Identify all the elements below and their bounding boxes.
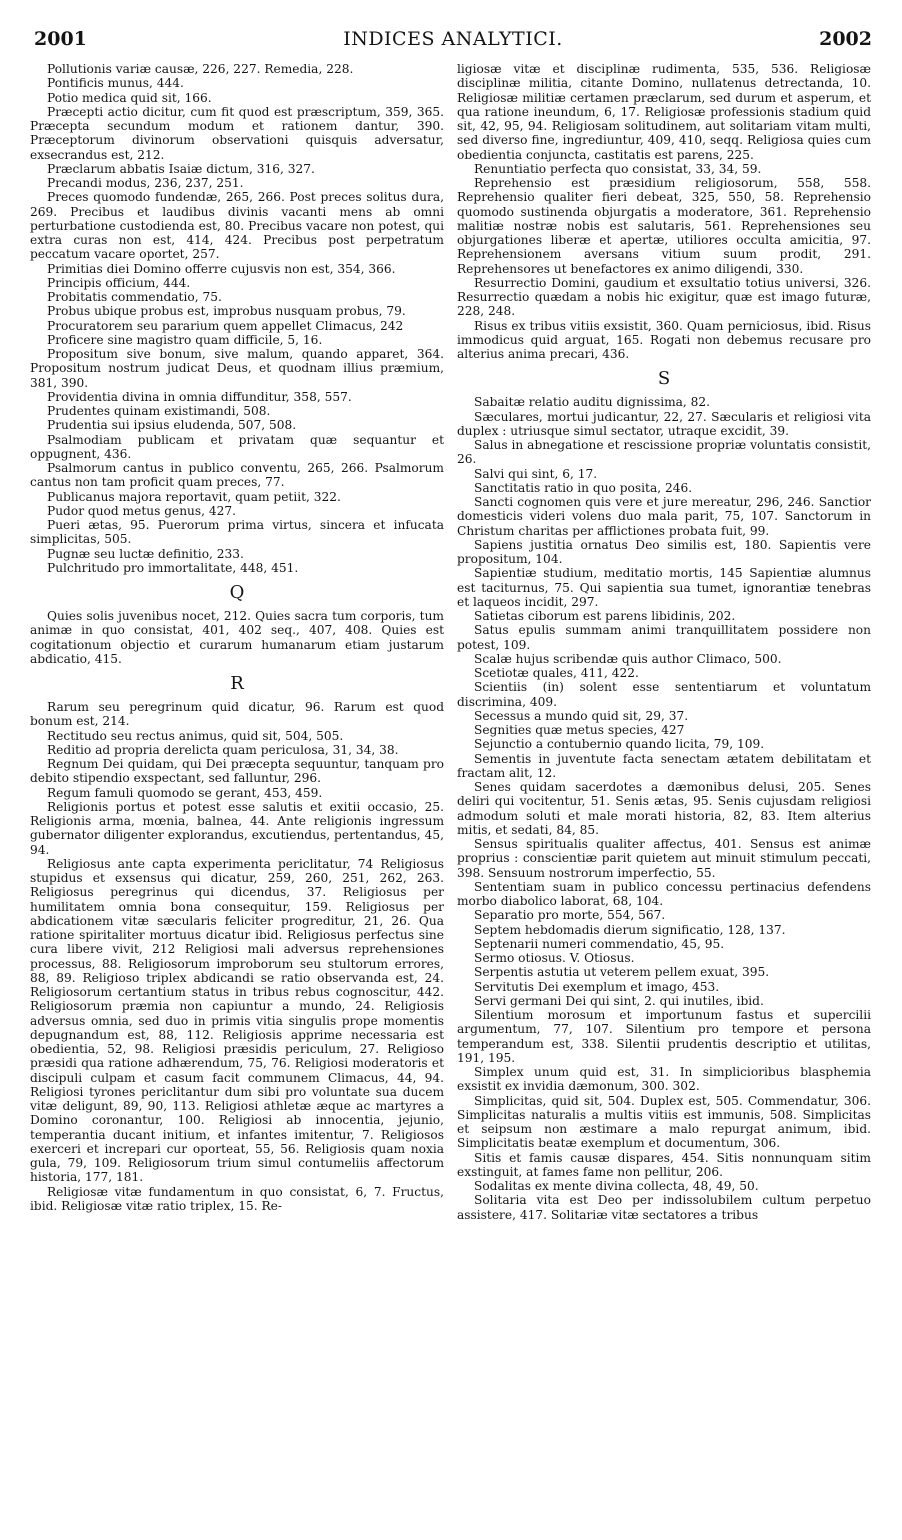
index-entry: Sermo otiosus. V. Otiosus. xyxy=(474,951,635,965)
index-entry: Sententiam suam in publico concessu pertinacius defendens morbo diabolico laborat, 68, 104. xyxy=(457,879,871,908)
index-entry: Sanctitatis ratio in quo posita, 246. xyxy=(474,480,693,495)
index-entry: Religionis portus et potest esse salutis et exitii occasio, 25. Religionis arma, mœnia, balnea, 44. Ante religionis ingressum gubernator diligenter explorandus, excutiendus, pertentandus, 45, 94. xyxy=(30,799,444,857)
index-entry: Prudentia sui ipsius eludenda, 507, 508. xyxy=(47,418,297,433)
index-entry: Sapiens justitia ornatus Deo similis est, 180. Sapientis vere propositum, 104. xyxy=(457,537,871,566)
index-entry: Regnum Dei quidam, qui Dei præcepta sequuntur, tanquam pro debito stipendio exspectant, sed falluntur, 296. xyxy=(30,757,444,786)
index-entry: Religiosus ante capta experimenta periclitatur, 74 Religiosus stupidus et exsensus qui dicatur, 259, 260, 251, 262, 263. Religiosus peregrinus qui dicendus, 37. Religiosus per humilitatem omnia bona consequitur, 159. Religiosus per abdicationem vitæ sæcularis feliciter progreditur, 21, 26. Qua ratione spiritaliter mortuus dicatur ibid. Religiosus perfectus sine cura libere vivit, 212 Religiosi mali adversus reprehensiones processus, 88. Religiosorum improborum seu stultorum errores, 88, 89. Religioso triplex abdicandi se ratio observanda est, 24. Religiosorum certantium status in tribus rebus cognoscitur, 442. Religiosorum præmia non capiuntur a mundo, 24. Religiosis adversus omnia, sed duo in primis vitia singulis prope momentis depugnandum est, 88, 112. Religiosis apprime necessaria est obedientia, 52, 98. Religiosi præsidis periculum, 27. Religioso præsidi qua ratione adhærendum, 75, 76. Religiosi moderatoris et discipuli culpam et casum facit communem Climacus, 44, 94. Religiosi tyrones periclitantur dum sibi pro voluntate sua ducem vitæ deligunt, 89, 90, 113. Religiosi athletæ æque ac martyres a Domino coronantur, 100. Religiosi ab innocentia, jejunio, temperantia ducant initium, et infantes imitentur, 7. Religiosos exerceri et increpari cur oporteat, 55, 56. Religiosis quam noxia gula, 79, 109. Religiosorum trium simul contumeliis affectorum historia, 177, 181. xyxy=(30,856,444,1185)
index-entry: Pontificis munus, 444. xyxy=(47,76,184,91)
index-entry: Simplex unum quid est, 31. In simplicioribus blasphemia exsistit ex invidia dæmonum, 300. 302. xyxy=(457,1065,871,1094)
index-entry: Sejunctio a contubernio quando licita, 79, 109. xyxy=(474,737,765,752)
index-entry: Religiosæ vitæ fundamentum in quo consistat, 6, 7. Fructus, ibid. Religiosæ vitæ ratio triplex, 15. Re- xyxy=(30,1184,444,1213)
section-letter: S xyxy=(657,368,671,390)
index-entry: Septem hebdomadis dierum significatio, 128, 137. xyxy=(474,922,786,937)
index-entry: Preces quomodo fundendæ, 265, 266. Post preces solitus dura, 269. Precibus et laudibus divinis vacanti mens ab omni perturbatione custodienda est, 80. Precibus vacare non potest, qui extra curas non est, 414, 424. Precibus post perpetratum peccatum vacare oportet, 257. xyxy=(30,190,444,262)
index-entry: Sitis et famis causæ dispares, 454. Sitis nonnunquam sitim exstinguit, at fames fame non pellitur, 206. xyxy=(457,1150,871,1179)
index-entry: Sapientiæ studium, meditatio mortis, 145 Sapientiæ alumnus est taciturnus, 75. Qui sapientia sua tumet, ignorantiæ tenebras et laqueos incidit, 297. xyxy=(457,566,871,609)
index-entry: Precandi modus, 236, 237, 251. xyxy=(47,176,244,190)
index-entry: Rectitudo seu rectus animus, quid sit, 504, 505. xyxy=(47,728,344,743)
index-entry: Propositum sive bonum, sive malum, quando apparet, 364. Propositum nostrum judicat Deus, et quodnam illius præmium, 381, 390. xyxy=(30,347,444,390)
index-entry: Prudentes quinam existimandi, 508. xyxy=(47,404,271,418)
index-entry: Scalæ hujus scribendæ quis author Climaco, 500. xyxy=(474,651,782,666)
index-entry: Præclarum abbatis Isaiæ dictum, 316, 327. xyxy=(47,161,315,176)
index-entry: Reditio ad propria derelicta quam periculosa, 31, 34, 38. xyxy=(47,742,399,757)
index-entry: Sæculares, mortui judicantur, 22, 27. Sæcularis et religiosi vita duplex : utriusque simul sectator, utraque excidit, 39. xyxy=(457,409,871,438)
index-entry: Pueri ætas, 95. Puerorum prima virtus, sincera et infucata simplicitas, 505. xyxy=(30,518,444,547)
index-entry: Pugnæ seu luctæ definitio, 233. xyxy=(47,546,244,561)
index-entry: Satus epulis summam animi tranquillitatem possidere non potest, 109. xyxy=(457,623,871,652)
index-entry: Risus ex tribus vitiis exsistit, 360. Quam perniciosus, ibid. Risus immodicus quid arguat, 165. Rogati non debemus recusare pro alterius anima precari, 436. xyxy=(457,318,871,361)
index-entry: Resurrectio Domini, gaudium et exsultatio totius universi, 326. Resurrectio quædam a nobis hic exigitur, quæ est imago futuræ, 228, 248. xyxy=(457,275,871,319)
index-entry: Secessus a mundo quid sit, 29, 37. xyxy=(474,708,689,723)
index-entry: Proficere sine magistro quam difficile, 5, 16. xyxy=(47,332,323,347)
index-entry: Separatio pro morte, 554, 567. xyxy=(474,908,666,923)
index-entry: Pulchritudo pro immortalitate, 448, 451. xyxy=(47,560,299,575)
index-entry: Quies solis juvenibus nocet, 212. Quies sacra tum corporis, tum animæ in quo consistat, 401, 402 seq., 407, 408. Quies est cogitationum objectio et curarum humanarum etiam justarum abdicatio, 415. xyxy=(30,609,444,666)
page-number-left: 2001 xyxy=(34,28,87,50)
index-entry: Septenarii numeri commendatio, 45, 95. xyxy=(474,936,725,951)
index-entry: Pollutionis variæ causæ, 226, 227. Remedia, 228. xyxy=(47,62,354,76)
section-letter: R xyxy=(230,673,244,694)
index-entry: ligiosæ vitæ et disciplinæ rudimenta, 535, 536. Religiosæ disciplinæ militia, citante Domino, nullatenus detrectanda, 10. Religiosæ militiæ certamen præclarum, sed durum et asperum, et qua ratione ineundum, 6, 17. Religiosæ professionis stadium quid sit, 42, 95, 94. Religiosam solitudinem, aut solitariam vitam multi, sed diverso fine, ingrediuntur, 409, 410, seqq. Religiosa quies cum obedientia conjuncta, castitatis est parens, 225. xyxy=(457,62,871,162)
index-entry: Principis officium, 444. xyxy=(47,275,191,290)
running-header xyxy=(34,28,872,58)
index-entry: Renuntiatio perfecta quo consistat, 33, 34, 59. xyxy=(474,161,762,176)
index-entry: Præcepti actio dicitur, cum fit quod est præscriptum, 359, 365. Præcepta secundum modum et rationem dantur, 390. Præceptorum divinorum observationi quisquis adversatur, exsecrandus est, 212. xyxy=(30,104,444,162)
index-entry: Reprehensio est præsidium religiosorum, 558, 558. Reprehensio qualiter fieri debeat, 325, 550, 58. Reprehensio quomodo sustinenda objurgatis a moderatore, 361. Reprehensio malitiæ nostræ nobis est salutaris, 561. Reprehensiones seu objurgationes liberæ et apertæ, utiliores occulta amicitia, 97. Reprehensionem aversans vitium suum prodit, 291. Reprehensores ut benefactores ex animo diligendi, 330. xyxy=(457,176,871,276)
index-entry: Sementis in juventute facta senectam ætatem debilitatam et fractam alit, 12. xyxy=(457,751,871,780)
index-entry: Probitatis commendatio, 75. xyxy=(47,290,222,304)
index-entry: Scetiotæ quales, 411, 422. xyxy=(474,666,639,680)
index-entry: Satietas ciborum est parens libidinis, 202. xyxy=(474,609,736,623)
page-number-right: 2002 xyxy=(819,28,872,50)
index-entry: Sabaitæ relatio auditu dignissima, 82. xyxy=(474,395,711,410)
index-entry: Sensus spiritualis qualiter affectus, 401. Sensus est animæ proprius : conscientiæ parit quietem aut minuit stimulum peccati, 398. Sensuum nostrorum imperfectio, 55. xyxy=(457,837,871,880)
index-entry: Silentium morosum et importunum fastus et supercilii argumentum, 77, 107. Silentium pro tempore et persona temperandum est, 338. Silentii prudentis descriptio et utilitas, 191, 195. xyxy=(457,1008,871,1065)
index-entry: Psalmodiam publicam et privatam quæ sequantur et oppugnent, 436. xyxy=(30,432,444,461)
index-entry: Regum famuli quomodo se gerant, 453, 459. xyxy=(47,785,323,800)
index-entry: Sodalitas ex mente divina collecta, 48, 49, 50. xyxy=(474,1179,759,1193)
index-entry: Rarum seu peregrinum quid dicatur, 96. Rarum est quod bonum est, 214. xyxy=(30,700,444,729)
index-entry: Primitias diei Domino offerre cujusvis non est, 354, 366. xyxy=(47,261,396,276)
index-entry: Publicanus majora reportavit, quam petiit, 322. xyxy=(47,489,341,504)
running-title: INDICES ANALYTICI. xyxy=(343,28,563,50)
index-entry: Serpentis astutia ut veterem pellem exuat, 395. xyxy=(474,965,770,980)
index-entry: Sancti cognomen quis vere et jure mereatur, 296, 246. Sanctior domesticis videri volens duo mala parit, 75, 107. Sanctorum in Christum charitas per afflictiones probata fuit, 99. xyxy=(457,495,871,538)
section-letter: Q xyxy=(229,582,245,603)
index-entry: Potio medica quid sit, 166. xyxy=(47,90,212,105)
index-entry: Scientiis (in) solent esse sententiarum et voluntatum discrimina, 409. xyxy=(457,680,871,709)
index-entry: Salvi qui sint, 6, 17. xyxy=(474,466,598,481)
index-entry: Procuratorem seu pararium quem appellet Climacus, 242 xyxy=(47,318,404,333)
index-entry: Solitaria vita est Deo per indissolubilem cultum perpetuo assistere, 417. Solitariæ vitæ sectatores a tribus xyxy=(457,1193,871,1222)
left-column xyxy=(30,62,444,1532)
right-column xyxy=(457,62,871,1532)
index-entry: Segnities quæ metus species, 427 xyxy=(474,723,685,737)
index-entry: Simplicitas, quid sit, 504. Duplex est, 505. Commendatur, 306. Simplicitas naturalis a multis vitiis est immunis, 508. Simplicitas et seipsum non æstimare a malo repurgat animum, ibid. Simplicitatis beatæ exemplum et documentum, 306. xyxy=(457,1093,871,1151)
index-entry: Servi germani Dei qui sint, 2. qui inutiles, ibid. xyxy=(474,993,764,1008)
index-entry: Probus ubique probus est, improbus nusquam probus, 79. xyxy=(47,304,406,319)
index-entry: Psalmorum cantus in publico conventu, 265, 266. Psalmorum cantus non tam proficit quam preces, 77. xyxy=(30,461,444,490)
index-entry: Pudor quod metus genus, 427. xyxy=(47,503,237,518)
index-entry: Salus in abnegatione et rescissione propriæ voluntatis consistit, 26. xyxy=(457,438,871,467)
index-entry: Senes quidam sacerdotes a dæmonibus delusi, 205. Senes deliri qui vocitentur, 51. Senis ætas, 95. Senis cujusdam religiosi admodum soluti et male morati historia, 82, 83. Item alterius mitis, et sedati, 84, 85. xyxy=(457,780,871,837)
index-entry: Providentia divina in omnia diffunditur, 358, 557. xyxy=(47,389,352,404)
index-entry: Servitutis Dei exemplum et imago, 453. xyxy=(474,979,720,994)
